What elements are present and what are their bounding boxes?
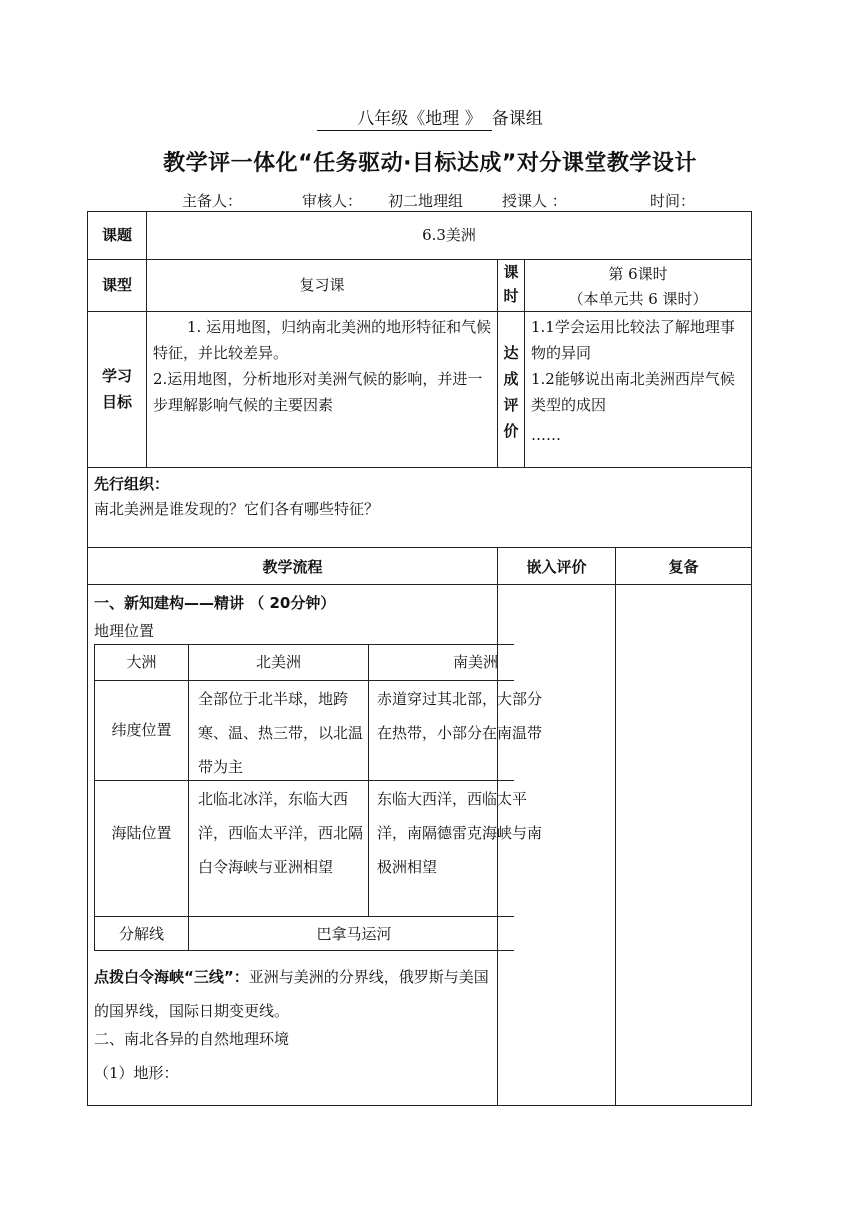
lesson-type-value: 复习课: [299, 276, 345, 294]
location-comparison-table: [94, 644, 543, 952]
review-group: 初二地理组: [388, 192, 464, 210]
preorganizer-text: 南北美洲是谁发现的？它们各有哪些特征？: [94, 500, 380, 518]
flow-header: 教学流程: [262, 558, 323, 576]
topic-label: 课题: [101, 226, 132, 244]
time-label: 时间：: [650, 192, 696, 210]
chief-preparer-label: 主备人：: [182, 192, 243, 210]
prep-group-label: 备课组: [491, 109, 543, 129]
geo-position-label: 地理位置: [94, 622, 155, 640]
grade-subject-line: 八年级《地理 》: [317, 104, 491, 131]
page-title: 教学评一体化“任务驱动·目标达成”对分课堂教学设计: [163, 151, 697, 176]
lesson-type-label: 课型: [101, 276, 132, 294]
bering-strait-tip: [94, 960, 492, 1028]
period-line-1: 第 6课时: [608, 265, 668, 283]
goals-label: 学习目标: [101, 367, 132, 411]
tip-text: 亚洲与美洲的分界线，俄罗斯与美国的国界线，国际日期变更线。: [94, 968, 489, 1020]
lecturer-label: 授课人 ：: [502, 192, 567, 210]
goal-2: 2.运用地图，分析地形对美洲气候的影响，并进一步理解影响气候的主要因素: [153, 370, 483, 414]
evaluation-label: 达成评价: [503, 344, 519, 440]
period-label: 课时: [503, 263, 519, 305]
reviewer-label: 审核人：: [302, 192, 363, 210]
sea-land-north: 北临北冰洋，东临大西洋，西临太平洋，西北隔白令海峡与亚洲相望: [198, 790, 364, 876]
embedded-eval-header: 嵌入评价: [526, 558, 587, 576]
continent-header: 大洲: [126, 653, 157, 671]
sea-land-label: 海陆位置: [111, 824, 172, 842]
evaluation-1: 1.1学会运用比较法了解地理事物的异同: [531, 318, 735, 362]
south-america-header: 南美洲: [453, 653, 499, 671]
section-1-heading: 一、新知建构——精讲 （ 20分钟）: [94, 594, 336, 612]
section-2-heading: 二、南北各异的自然地理环境: [94, 1030, 290, 1048]
landform-subheading: （1）地形：: [94, 1064, 179, 1082]
evaluation-more: ……: [531, 426, 561, 444]
dividing-line-value: 巴拿马运河: [316, 925, 392, 943]
latitude-north: 全部位于北半球，地跨寒、温、热三带，以北温带为主: [198, 690, 364, 776]
period-line-2: （本单元共 6 课时）: [568, 290, 708, 308]
tip-heading: 点拨白令海峡“三线”：: [94, 968, 249, 986]
latitude-label: 纬度位置: [111, 721, 172, 739]
group-header: [0, 104, 860, 131]
dividing-line-label: 分解线: [118, 925, 164, 943]
evaluation-2: 1.2能够说出南北美洲西岸气候类型的成因: [531, 370, 735, 414]
sea-land-south: 东临大西洋，西临太平洋，南隔德雷克海峡与南极洲相望: [377, 790, 543, 876]
north-america-header: 北美洲: [255, 653, 301, 671]
goal-1: 1. 运用地图，归纳南北美洲的地形特征和气候特征，并比较差异。: [153, 318, 492, 362]
latitude-south: 赤道穿过其北部，大部分在热带，小部分在南温带: [377, 690, 543, 742]
preorganizer-label: 先行组织：: [94, 475, 170, 493]
re-prep-header: 复备: [668, 558, 699, 576]
topic-value: 6.3美洲: [422, 226, 476, 244]
